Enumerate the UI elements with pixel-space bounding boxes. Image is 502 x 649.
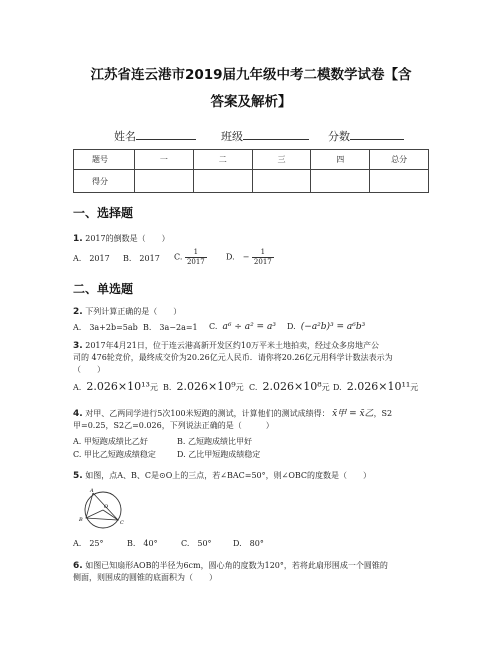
option-d[interactable]: D. 80° — [233, 539, 264, 548]
option-d[interactable]: D. 乙比甲短跑成绩稳定 — [177, 450, 261, 459]
segment-ob — [86, 510, 103, 518]
label-b: B — [79, 517, 83, 523]
label-c: C — [120, 520, 124, 526]
question-2 — [73, 306, 433, 318]
header-cell: 四 — [311, 150, 370, 170]
score-table-header-row — [74, 150, 429, 170]
exam-title — [60, 62, 442, 116]
header-cell: 题号 — [74, 150, 135, 170]
math-expression: x̄甲 = x̄乙 — [332, 409, 374, 419]
math-expression: 2.026×10⁹ — [176, 380, 236, 393]
question-number: 2. — [73, 307, 83, 317]
score-table — [73, 149, 429, 193]
fraction — [252, 248, 274, 267]
name-label: 姓名 — [114, 130, 136, 143]
question-text-line: 侧面，则围成的圆锥的底面积为（ ） — [73, 573, 217, 582]
option-b[interactable]: B. 乙短跑成绩比甲好 — [177, 437, 252, 446]
option-a[interactable]: A. 3a+2b=5ab — [73, 323, 138, 332]
math-expression: 2.026×10¹³ — [86, 380, 150, 393]
denominator: 2017 — [186, 258, 205, 266]
question-6 — [73, 560, 433, 584]
question-1-options — [73, 248, 433, 270]
question-text: 2017的倒数是（ ） — [85, 234, 170, 243]
option-unit: 元 — [410, 383, 419, 392]
title-line-2: 答案及解析】 — [210, 94, 292, 110]
option-c[interactable] — [249, 380, 330, 393]
option-label: C. — [174, 252, 183, 262]
question-text: 如图，点A、B、C是⊙O上的三点，若∠BAC=50°，则∠OBC的度数是（ ） — [85, 471, 372, 480]
option-label: D. — [287, 322, 296, 331]
question-2-options — [73, 322, 433, 336]
question-text-line: （ ） — [73, 365, 105, 374]
name-blank[interactable] — [136, 128, 196, 140]
question-4 — [73, 408, 433, 432]
question-number: 1. — [73, 234, 83, 244]
label-a: A — [90, 488, 94, 494]
fraction — [185, 248, 207, 267]
question-3 — [73, 340, 433, 376]
option-b[interactable]: B. 3a−2a=1 — [143, 323, 198, 332]
header-cell: 一 — [135, 150, 194, 170]
option-a[interactable] — [73, 380, 158, 393]
option-b[interactable] — [163, 380, 244, 393]
question-text-line: 如图已知扇形AOB的半径为6cm，圆心角的度数为120°，若将此扇形围成一个圆锥的 — [85, 561, 388, 570]
section-heading-choice: 一、选择题 — [73, 206, 134, 220]
option-c[interactable]: C. 50° — [181, 539, 212, 548]
question-number: 3. — [73, 341, 83, 351]
score-cell[interactable] — [370, 170, 429, 193]
option-d[interactable] — [333, 380, 418, 393]
score-cell[interactable] — [252, 170, 311, 193]
question-5-options — [73, 538, 433, 552]
question-5 — [73, 470, 433, 482]
header-cell: 三 — [252, 150, 311, 170]
score-cell[interactable] — [135, 170, 194, 193]
math-expression: 2.026×10¹¹ — [346, 380, 411, 393]
math-expression: 2.026×10⁸ — [262, 380, 322, 393]
option-b[interactable]: B. 40° — [127, 539, 158, 548]
math-expression: a⁶ ÷ a² = a³ — [222, 322, 276, 332]
question-1 — [73, 233, 433, 245]
option-b[interactable]: B. 2017 — [123, 254, 160, 263]
score-cell[interactable] — [311, 170, 370, 193]
question-text-line: 甲=0.25，S2乙=0.026，下列说法正确的是（ ） — [73, 421, 274, 430]
math-expression: (−a²b)³ = a⁶b³ — [300, 322, 366, 332]
class-blank[interactable] — [243, 128, 309, 140]
option-unit: 元 — [321, 383, 330, 392]
score-label: 分数 — [328, 130, 350, 143]
question-text-line: ，S2 — [373, 409, 393, 418]
numerator: 1 — [185, 248, 207, 258]
numerator: 1 — [252, 248, 274, 258]
header-cell: 二 — [193, 150, 252, 170]
option-label: A. — [73, 383, 82, 392]
option-a[interactable]: A. 甲短跑成绩比乙好 — [73, 437, 148, 446]
option-a[interactable]: A. 25° — [73, 539, 104, 548]
question-text-line: 2017年4月21日，位于连云港高新开发区约10万平米土地拍卖，经过众多房地产公 — [85, 341, 380, 350]
option-c[interactable]: C. 甲比乙短跑成绩稳定 — [73, 450, 156, 459]
option-label: B. — [163, 383, 172, 392]
option-label: D. — [333, 383, 342, 392]
score-blank[interactable] — [350, 128, 404, 140]
question-text: 下列计算正确的是（ ） — [85, 307, 182, 316]
section-heading-single: 二、单选题 — [73, 282, 134, 296]
option-a[interactable]: A. 2017 — [73, 254, 110, 263]
question-number: 6. — [73, 561, 83, 571]
question-3-options — [73, 380, 433, 396]
score-cell[interactable] — [193, 170, 252, 193]
option-unit: 元 — [149, 383, 158, 392]
question-number: 5. — [73, 471, 83, 481]
option-label: D. − — [226, 252, 250, 262]
option-d[interactable] — [287, 322, 365, 332]
question-text-line: 司的 476轮竞价，最终成交价为20.26亿元人民币．请你将20.26亿元用科学计数法表示为 — [73, 353, 393, 362]
question-4-options — [73, 436, 433, 464]
circle-diagram — [78, 486, 130, 534]
option-label: C. — [209, 322, 218, 331]
student-info — [114, 128, 404, 144]
class-label: 班级 — [221, 130, 243, 143]
option-c[interactable] — [174, 248, 207, 267]
title-line-1: 江苏省连云港市2019届九年级中考二模数学试卷【含 — [90, 67, 412, 83]
option-d[interactable] — [226, 248, 274, 267]
option-c[interactable] — [209, 322, 276, 332]
header-cell: 总分 — [370, 150, 429, 170]
question-number: 4. — [73, 409, 83, 419]
score-table-score-row — [74, 170, 429, 193]
row-label: 得分 — [74, 170, 135, 193]
option-label: C. — [249, 383, 258, 392]
denominator: 2017 — [253, 258, 272, 266]
question-text-line: 对甲、乙两同学进行5次100米短跑的测试，计算他们的测试成绩得： — [85, 409, 330, 418]
label-o: O — [104, 504, 109, 510]
option-unit: 元 — [235, 383, 244, 392]
